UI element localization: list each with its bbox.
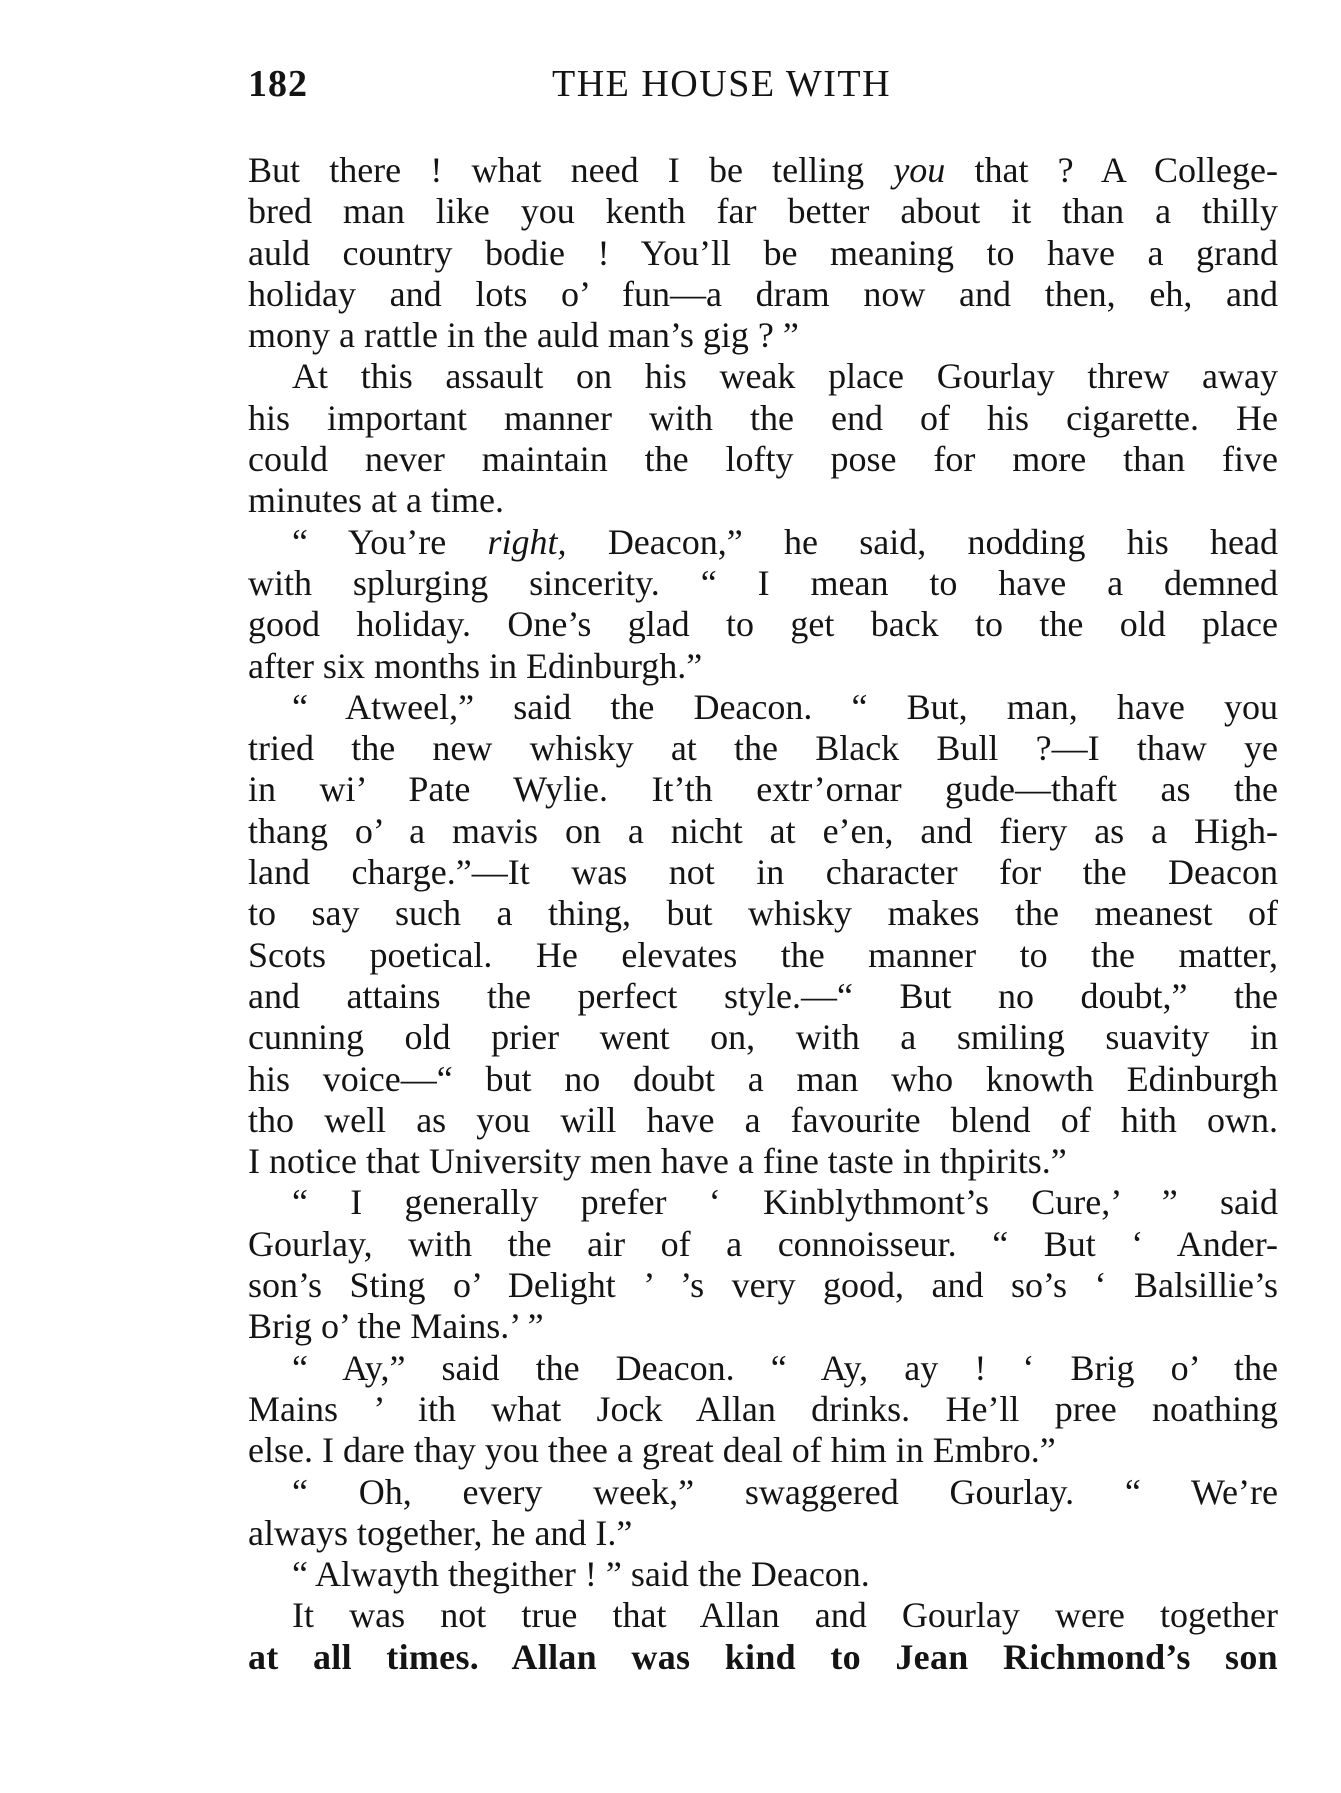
text-line: with splurging sincerity. “ I mean to have a demned (248, 562, 1278, 603)
paragraph-start: “ I generally prefer ‘ Kinblythmont’s Cure,’ ” said (292, 1182, 1278, 1223)
text-line: else. I dare thay you thee a great deal of him in Embro.” (248, 1430, 1056, 1471)
paragraph-start: “ You’re right, Deacon,” he said, nodding his head (292, 521, 1278, 562)
text-line: his voice—“ but no doubt a man who knowth Edinburgh (248, 1058, 1278, 1099)
text-line: I notice that University men have a fine taste in thpirits.” (248, 1141, 1067, 1182)
text-line: auld country bodie ! You’ll be meaning to have a grand (248, 232, 1278, 273)
text-line: Gourlay, with the air of a connoisseur. “ But ‘ Ander- (248, 1223, 1278, 1264)
text-line: his important manner with the end of his cigarette. He (248, 397, 1278, 438)
text-line: mony a rattle in the auld man’s gig ? ” (248, 315, 799, 356)
text-line: thang o’ a mavis on a nicht at e’en, and fiery as a High- (248, 810, 1278, 851)
text-line: Scots poetical. He elevates the manner to the matter, (248, 934, 1278, 975)
text-line: Mains ’ ith what Jock Allan drinks. He’ll pree noathing (248, 1388, 1278, 1429)
text-line: Brig o’ the Mains.’ ” (248, 1306, 544, 1347)
text-line: good holiday. One’s glad to get back to the old place (248, 604, 1278, 645)
text-line: minutes at a time. (248, 480, 504, 521)
text-line: holiday and lots o’ fun—a dram now and then, eh, and (248, 273, 1278, 314)
text-line: son’s Sting o’ Delight ’ ’s very good, and so’s ‘ Balsillie’s (248, 1265, 1278, 1306)
text-line: at all times. Allan was kind to Jean Richmond’s son (248, 1636, 1278, 1677)
text-line: and attains the perfect style.—“ But no doubt,” the (248, 975, 1278, 1016)
paragraph-start: “ Ay,” said the Deacon. “ Ay, ay ! ‘ Brig o’ the (292, 1347, 1278, 1388)
text-line: tho well as you will have a favourite blend of hith own. (248, 1099, 1278, 1140)
paragraph-start: “ Oh, every week,” swaggered Gourlay. “ We’re (292, 1471, 1278, 1512)
running-head: THE HOUSE WITH (552, 63, 892, 105)
text-line: But there ! what need I be telling you that ? A College- (248, 150, 1278, 190)
page-header (248, 62, 1278, 116)
paragraph-start: At this assault on his weak place Gourlay threw away (292, 356, 1278, 397)
text-line: land charge.”—It was not in character for the Deacon (248, 852, 1278, 893)
paragraph-start: It was not true that Allan and Gourlay were together (292, 1595, 1278, 1636)
text-line: after six months in Edinburgh.” (248, 645, 703, 686)
text-line: cunning old prier went on, with a smiling suavity in (248, 1017, 1278, 1058)
text-line: to say such a thing, but whisky makes the meanest of (248, 893, 1278, 934)
text-line: bred man like you kenth far better about it than a thilly (248, 191, 1278, 232)
text-line: always together, he and I.” (248, 1512, 633, 1553)
paragraph-start: “ Atweel,” said the Deacon. “ But, man, have you (292, 686, 1278, 727)
text-line: could never maintain the lofty pose for more than five (248, 439, 1278, 480)
page-number: 182 (248, 63, 308, 105)
text-line: tried the new whisky at the Black Bull ?—I thaw ye (248, 728, 1278, 769)
paragraph-start: “ Alwayth thegither ! ” said the Deacon. (292, 1554, 870, 1595)
body-text (248, 150, 1278, 1678)
text-line: in wi’ Pate Wylie. It’th extr’ornar gude—thaft as the (248, 769, 1278, 810)
